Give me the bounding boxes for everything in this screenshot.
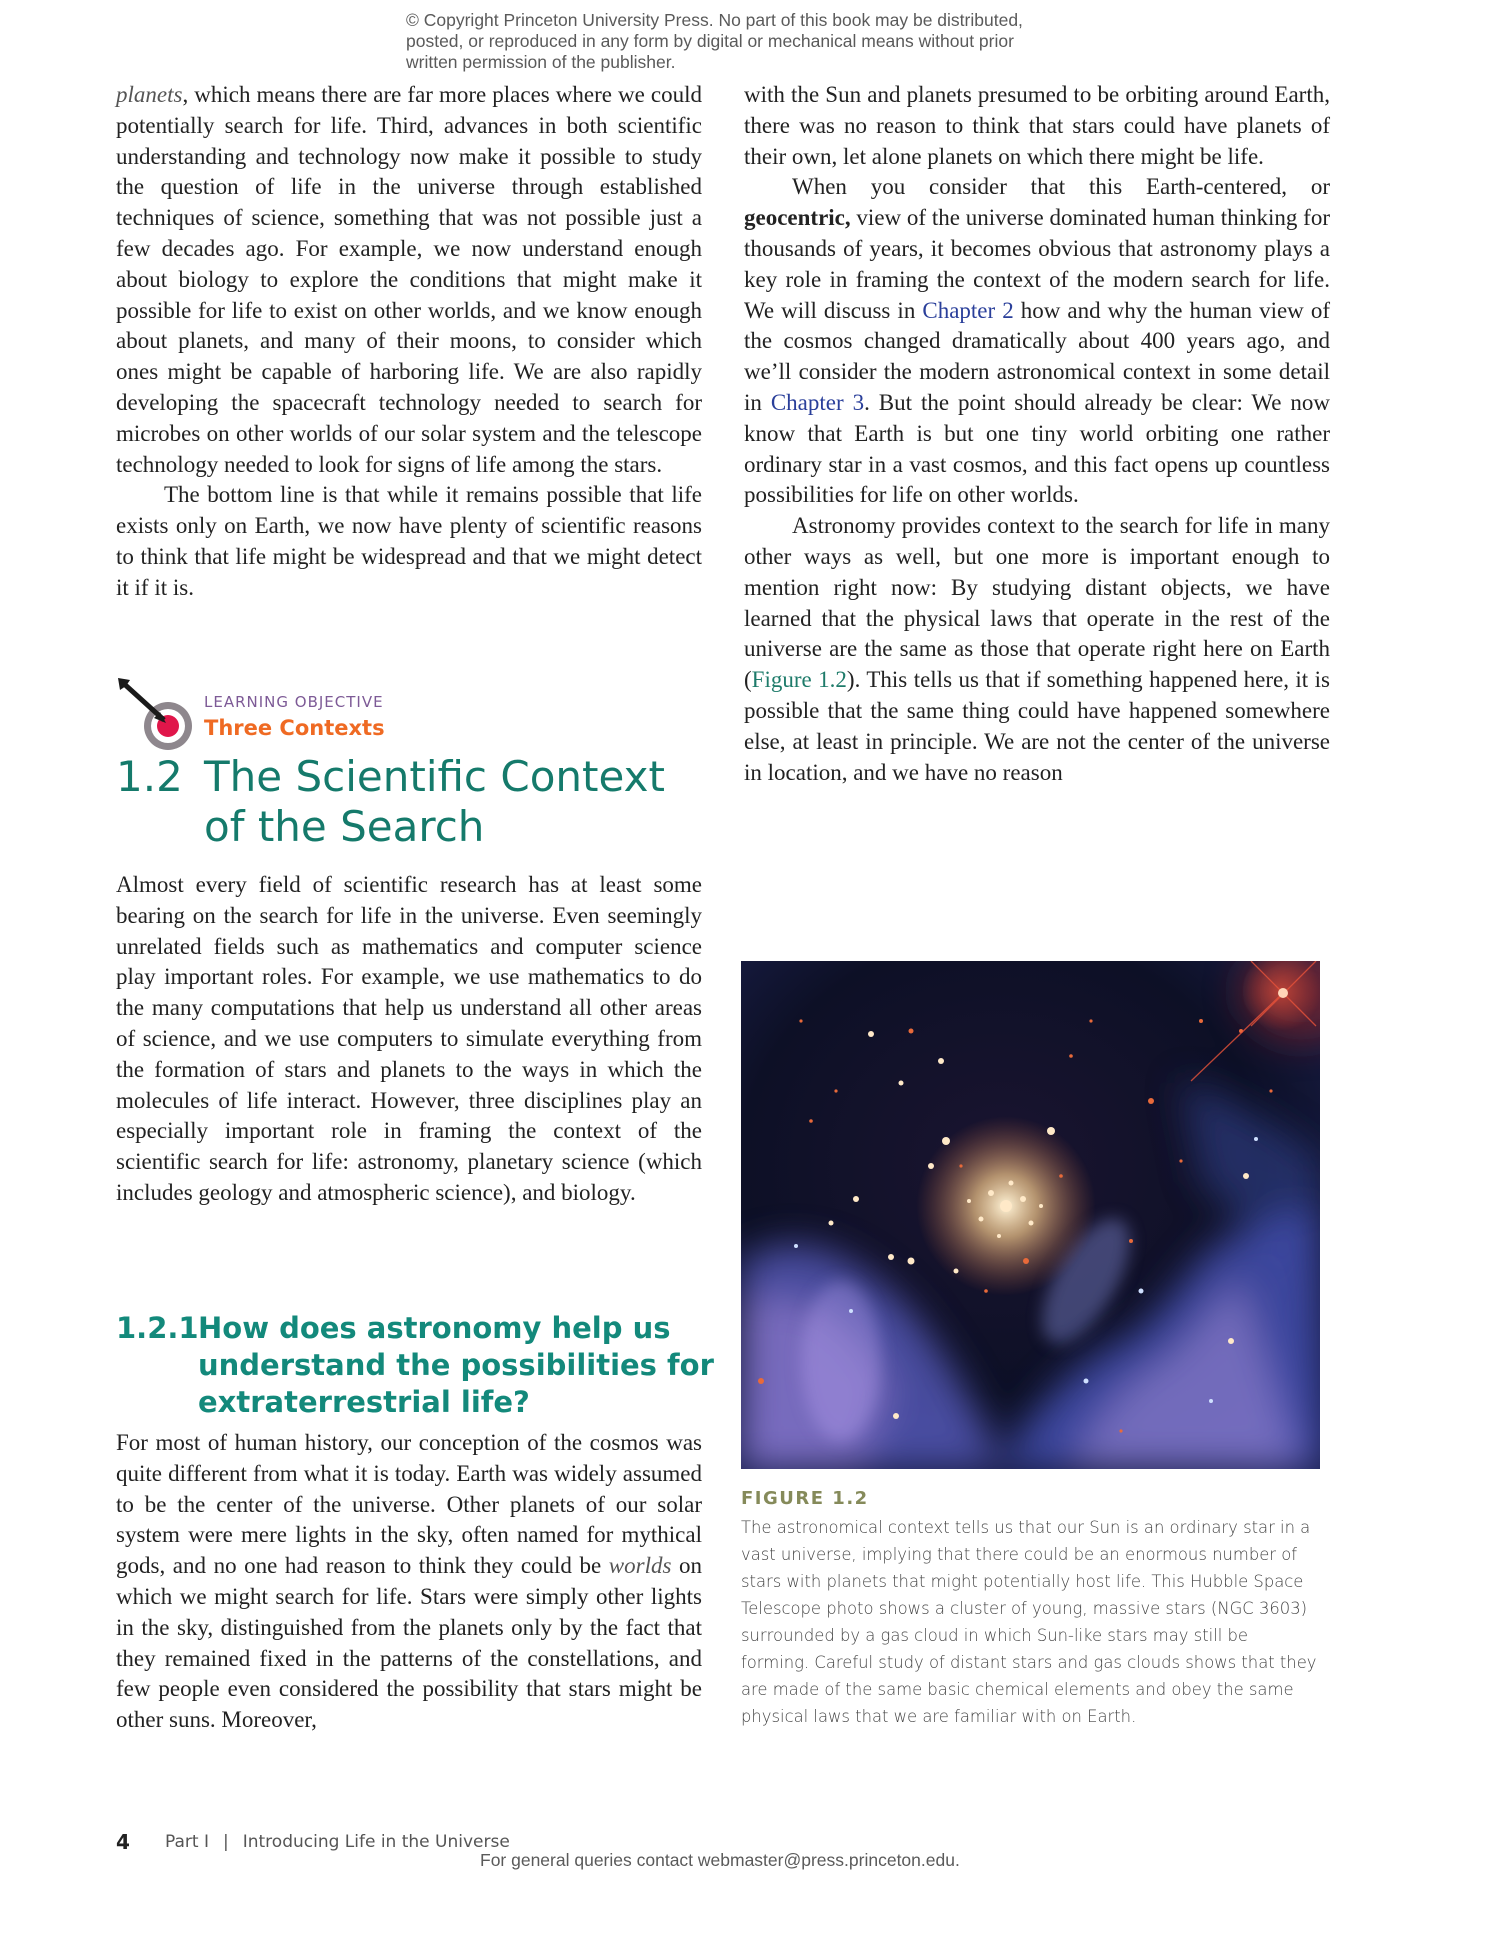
paragraph-text: how and why the human view of the cosmos changed dramatically about 400 years ago, and we’ll consider the modern astronomical context in some detail in xyxy=(744,297,1330,415)
paragraph-text: For most of human history, our conception of the cosmos was quite different from what it is today. Earth was widely assumed to be the center of the universe. Other planets of our solar system were mere lights in the sky, often named for mythical gods, and no one had reason to think they could be xyxy=(116,1430,702,1579)
paragraph xyxy=(744,511,1330,788)
running-title: Introducing Life in the Universe xyxy=(242,1832,510,1852)
section-heading xyxy=(116,752,716,852)
subsection-heading xyxy=(116,1310,716,1421)
italic-term: planets xyxy=(116,82,183,107)
contact-notice: For general queries contact webmaster@press.princeton.edu. xyxy=(480,1850,960,1870)
learning-objective-label: LEARNING OBJECTIVE xyxy=(204,693,384,711)
star-cluster-photo xyxy=(741,961,1320,1469)
paragraph-text: , which means there are far more places where we could potentially search for life. Third, advances in both scientific understanding and technology now make it possible to study the question of life in the universe through established techniques of science, something that was not possible just a few decades ago. For example, we now understand enough about biology to explore the conditions that might make it possible for life to exist on other worlds, and we know enough about planets, and many of their moons, to consider which ones might be capable of harboring life. We are also rapidly developing the spacecraft technology needed to search for microbes on other worlds of our solar system and the telescope technology needed to look for signs of life among the stars. xyxy=(116,82,702,477)
learning-objective-title: Three Contexts xyxy=(204,716,385,740)
paragraph-text: . But the point should already be clear: We now know that Earth is but one tiny world orbiting one rather ordinary star in a vast cosmos, and this fact opens up countless possibilities for life on other worlds. xyxy=(744,389,1331,508)
chapter-3-link[interactable]: Chapter 3 xyxy=(770,389,865,415)
paragraph-text: When you consider that this Earth-centered, or xyxy=(792,174,1330,200)
paragraph xyxy=(116,80,702,480)
page-number: 4 xyxy=(116,1830,130,1854)
left-column-section-body xyxy=(116,870,702,1209)
learning-objective xyxy=(116,676,702,756)
paragraph-text: Astronomy provides context to the search for life in many other ways as well, but one more is important enough to mention right now: By studying distant objects, we have learned that the physical laws that operate in the rest of the universe are the same as those that operate right here on Earth ( xyxy=(744,513,1330,693)
figure-1-2-link[interactable]: Figure 1.2 xyxy=(751,667,847,693)
figure-label: FIGURE 1.2 xyxy=(741,1488,869,1509)
subsection-number: 1.2.1 xyxy=(116,1311,199,1345)
chapter-2-link[interactable]: Chapter 2 xyxy=(922,297,1014,323)
paragraph-text: on which we might search for life. Stars were simply other lights in the sky, distinguished from the planets only by the fact that they remained fixed in the patterns of the constellations, and few people even considered the possibility that stars might be other suns. Moreover, xyxy=(116,1553,702,1733)
target-arrow-icon xyxy=(116,676,196,756)
figure-caption: The astronomical context tells us that our Sun is an ordinary star in a vast universe, implying that there could be an enormous number of stars with planets that might potentially host life. This Hubble Space Telescope photo shows a cluster of young, massive stars (NGC 3603) surrounded by a gas cloud in which Sun-like stars may still be forming. Careful study of distant stars and gas clouds shows that they are made of the same basic chemical elements and obey the same physical laws that we are familiar with on Earth. xyxy=(741,1518,1317,1726)
figure-image xyxy=(741,961,1320,1469)
paragraph: The bottom line is that while it remains possible that life exists only on Earth, we now have plenty of scientific reasons to think that life might be widespread and that we might detect it if it is. xyxy=(116,482,702,600)
footer-separator: | xyxy=(222,1832,229,1852)
paragraph: Almost every field of scientific research has at least some bearing on the search for life in the universe. Even seemingly unrelated fields such as mathematics and computer science play important roles. For example, we use mathematics to do the many computations that help us understand all other areas of science, and we use computers to simulate everything from the formation of stars and planets to the ways in which the molecules of life interact. However, three disciplines play an especially important role in framing the context of the scientific search for life: astronomy, planetary science (which includes geology and atmospheric science), and biology. xyxy=(116,872,702,1205)
copyright-notice: © Copyright Princeton University Press. No part of this book may be distributed, posted, or reproduced in any form by digital or mechanical means without prior written permission of the publisher. xyxy=(406,10,1023,72)
section-title: The Scientific Context of the Search xyxy=(204,752,665,851)
italic-term: worlds xyxy=(608,1553,672,1579)
part-label: Part I xyxy=(165,1832,209,1852)
running-footer xyxy=(165,1832,510,1852)
paragraph xyxy=(744,172,1330,511)
right-column xyxy=(744,80,1330,788)
left-column-subsection-body xyxy=(116,1428,702,1736)
key-term: geocentric, xyxy=(744,205,851,231)
section-number: 1.2 xyxy=(116,752,183,801)
paragraph-text: ). This tells us that if something happened here, it is possible that the same thing could have happened somewhere else, at least in principle. We are not the center of the universe in location, and we have no reason xyxy=(744,667,1330,785)
paragraph-text: view of the universe dominated human thinking for thousands of years, it becomes obvious that astronomy plays a key role in framing the context of the modern search for life. We will discuss in xyxy=(744,205,1330,323)
left-column-top xyxy=(116,80,702,604)
paragraph: with the Sun and planets presumed to be orbiting around Earth, there was no reason to think that stars could have planets of their own, let alone planets on which there might be life. xyxy=(744,82,1330,169)
paragraph xyxy=(116,1428,702,1736)
subsection-title: How does astronomy help us understand the possibilities for extraterrestrial life? xyxy=(198,1311,714,1419)
